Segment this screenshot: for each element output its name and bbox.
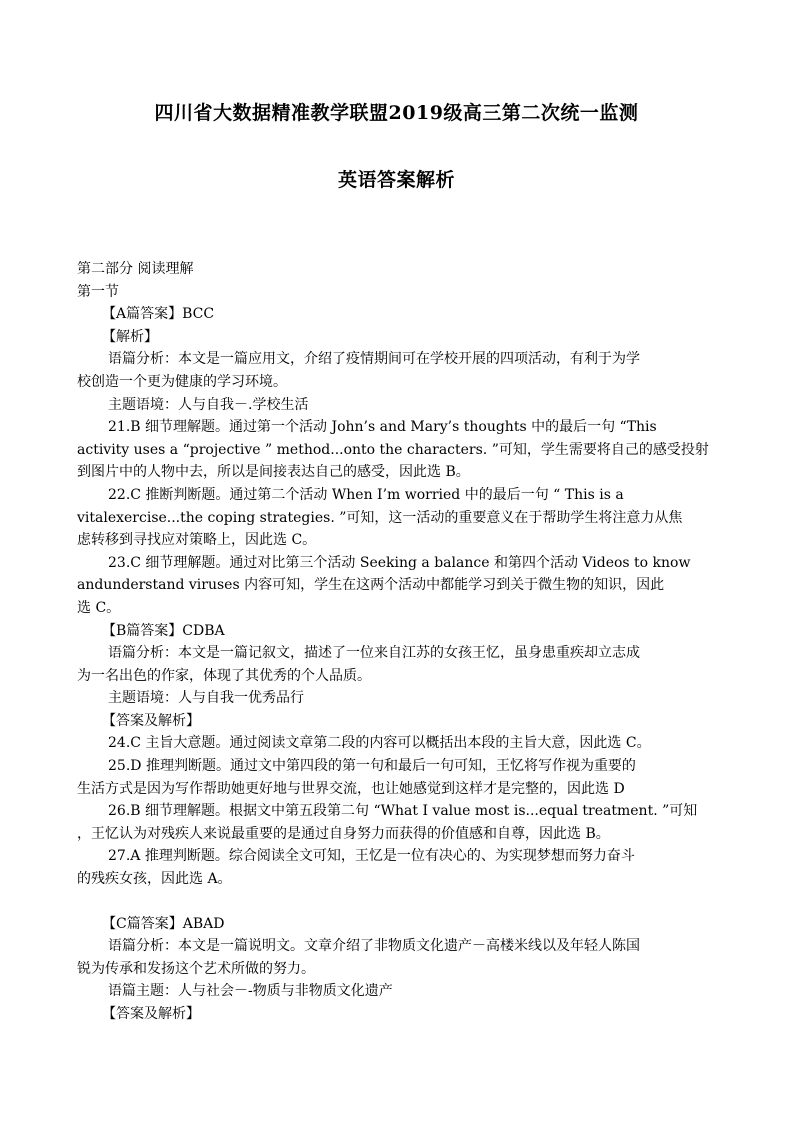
passage-c-analysis: 语篇分析：本文是一篇说明文。文章介绍了非物质文化遗产－高楼米线以及年轻人陈国: [108, 938, 640, 955]
passage-c-theme: 语篇主题：人与社会－-物质与非物质文化遗产: [108, 983, 393, 1000]
document-title: 四川省大数据精准教学联盟2019级高三第二次统一监测: [154, 102, 639, 124]
question-27-cont: 的残疾女孩，因此选 A。: [77, 871, 232, 888]
question-25-cont: 生活方式是因为写作帮助她更好地与世界交流，也让她感觉到这样才是完整的，因此选 D: [77, 780, 625, 797]
passage-b-answer: 【B篇答案】CDBA: [102, 622, 225, 639]
question-26-cont: ，王忆认为对残疾人来说最重要的是通过自身努力而获得的价值感和自尊，因此选 B。: [77, 825, 610, 842]
passage-b-analysis-cont: 为一名出色的作家，体现了其优秀的个人品质。: [77, 667, 371, 684]
question-22-cont: 虑转移到寻找应对策略上，因此选 C。: [77, 532, 317, 549]
question-23-cont: andunderstand viruses 内容可知，学生在这两个活动中都能学习到关于微生物的知识，因此: [77, 577, 665, 594]
passage-b-analysis: 语篇分析：本文是一篇记叙文，描述了一位来自江苏的女孩王忆，虽身患重疾却立志成: [108, 645, 640, 662]
passage-c-answer: 【C篇答案】ABAD: [102, 915, 225, 932]
passage-c-answers-label: 【答案及解析】: [102, 1006, 200, 1022]
document-subtitle: 英语答案解析: [337, 169, 455, 191]
question-21: 21.B 细节理解题。通过第一个活动 John’s and Mary’s thoughts 中的最后一句 “This: [108, 419, 657, 436]
question-24: 24.C 主旨大意题。通过阅读文章第二段的内容可以概括出本段的主旨大意，因此选 C。: [108, 735, 651, 752]
question-23-cont: 选 C。: [77, 599, 121, 616]
question-21-cont: activity uses a “projective ” method...onto the characters. ”可知，学生需要将自己的感受投射: [77, 441, 709, 458]
part-heading: 第二部分 阅读理解: [77, 261, 194, 277]
question-22-cont: vitalexercise...the coping strategies. ”可知，这一活动的重要意义在于帮助学生将注意力从焦: [77, 509, 683, 526]
section-heading: 第一节: [77, 283, 119, 300]
blank-line: [77, 891, 717, 913]
passage-c-analysis-cont: 锐为传承和发扬这个艺术所做的努力。: [77, 960, 315, 977]
question-22: 22.C 推断判断题。通过第二个活动 When I’m worried 中的最后一句 “ This is a: [108, 486, 624, 503]
question-27: 27.A 推理判断题。综合阅读全文可知，王忆是一位有决心的、为实现梦想而努力奋斗: [108, 848, 635, 865]
question-25: 25.D 推理判断题。通过文中第四段的第一句和最后一句可知，王忆将写作视为重要的: [108, 758, 636, 775]
question-23: 23.C 细节理解题。通过对比第三个活动 Seeking a balance 和第四个活动 Videos to know: [108, 554, 691, 571]
passage-a-analysis-cont: 校创造一个更为健康的学习环境。: [77, 373, 287, 390]
passage-a-answer: 【A篇答案】BCC: [102, 306, 215, 323]
passage-a-analysis-label: 【解析】: [102, 328, 158, 345]
passage-a-analysis: 语篇分析：本文是一篇应用文，介绍了疫情期间可在学校开展的四项活动，有利于为学: [108, 351, 640, 368]
passage-b-theme: 主题语境：人与自我一优秀品行: [108, 690, 304, 707]
passage-b-answers-label: 【答案及解析】: [102, 712, 200, 729]
question-26: 26.B 细节理解题。根据文中第五段第二句 “What I value most is...equal treatment. ”可知: [108, 803, 698, 820]
question-21-cont: 到图片中的人物中去，所以是间接表达自己的感受，因此选 B。: [77, 464, 470, 481]
passage-a-theme: 主题语境：人与自我－.学校生活: [108, 396, 309, 413]
document-body: [77, 258, 717, 1026]
